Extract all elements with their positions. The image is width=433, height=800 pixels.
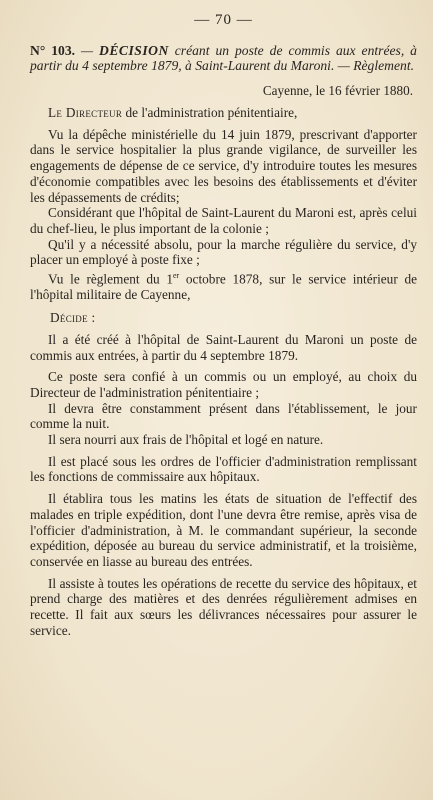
page-number: — 70 —	[194, 12, 253, 28]
article-paragraph: Il assiste à toutes les opérations de recette du service des hôpitaux, et prend charge des matières et des denrées régulièrement admises en recette. Il fait aux sœurs les délivrances nécessaires pour assurer le service.	[30, 575, 417, 638]
article-paragraph: Il a été créé à l'hôpital de Saint-Laurent du Maroni un poste de commis aux entrées, à partir du 4 septembre 1879.	[30, 331, 417, 363]
article-paragraph: Il est placé sous les ordres de l'officier d'administration remplissant les fonctions de commissaire aux hôpitaux.	[30, 453, 417, 485]
decide-label: Décide :	[50, 309, 96, 325]
decision-number: N° 103.	[30, 43, 76, 58]
article-paragraph: Ce poste sera confié à un commis ou un employé, au choix du Directeur de l'administration pénitentiaire ;	[30, 369, 417, 400]
author-title: Le Directeur	[48, 105, 123, 120]
author-line	[30, 105, 417, 121]
author-rest: de l'administration pénitentiaire,	[122, 105, 298, 120]
article-paragraph: Il sera nourri aux frais de l'hôpital et logé en nature.	[48, 432, 324, 448]
consideration-paragraph: Qu'il y a nécessité absolu, pour la marche régulière du service, d'y placer un employé à poste fixe ;	[30, 236, 417, 268]
heading-subject: créant un poste de commis aux entrées, à partir du 4 septembre 1879, à Saint-Laurent du Maroni. — Règlement.	[30, 43, 417, 73]
article-paragraph: Il établira tous les matins les états de situation de l'effectif des malades en triple expédition, dont l'une devra être remise, après visa de l'officier d'administration, à M. le commandant supérieur, la seconde expédition, déposée au bureau du service administratif, et la troisième, conservée en liasse au bureau des entrées.	[30, 491, 417, 569]
reglement-after: octobre 1878, sur le service intérieur de l'hôpital militaire de Cayenne,	[30, 271, 418, 303]
reglement-before: Vu le règlement du 1	[48, 271, 173, 287]
reglement-sup: er	[172, 271, 180, 281]
heading-dash: —	[75, 43, 100, 58]
dateline: Cayenne, le 16 février 1880.	[262, 83, 413, 98]
reglement-paragraph	[30, 268, 417, 303]
article-paragraph: Il devra être constamment présent dans l'établissement, le jour comme la nuit.	[30, 400, 417, 432]
decision-word: DÉCISION	[99, 43, 169, 58]
consideration-paragraph: Vu la dépêche ministérielle du 14 juin 1879, prescrivant d'apporter dans le service hospitalier la plus grande vigilance, de surveiller les engagements de dépense de ce service, d'y introduire toutes les mesures d'économie compatibles avec les besoins des établissements et d'éviter les dépassements de crédits;	[30, 126, 417, 205]
consideration-paragraph: Considérant que l'hôpital de Saint-Laurent du Maroni est, après celui du chef-lieu, le plus important de la colonie ;	[30, 205, 417, 236]
decision-heading	[30, 43, 417, 73]
